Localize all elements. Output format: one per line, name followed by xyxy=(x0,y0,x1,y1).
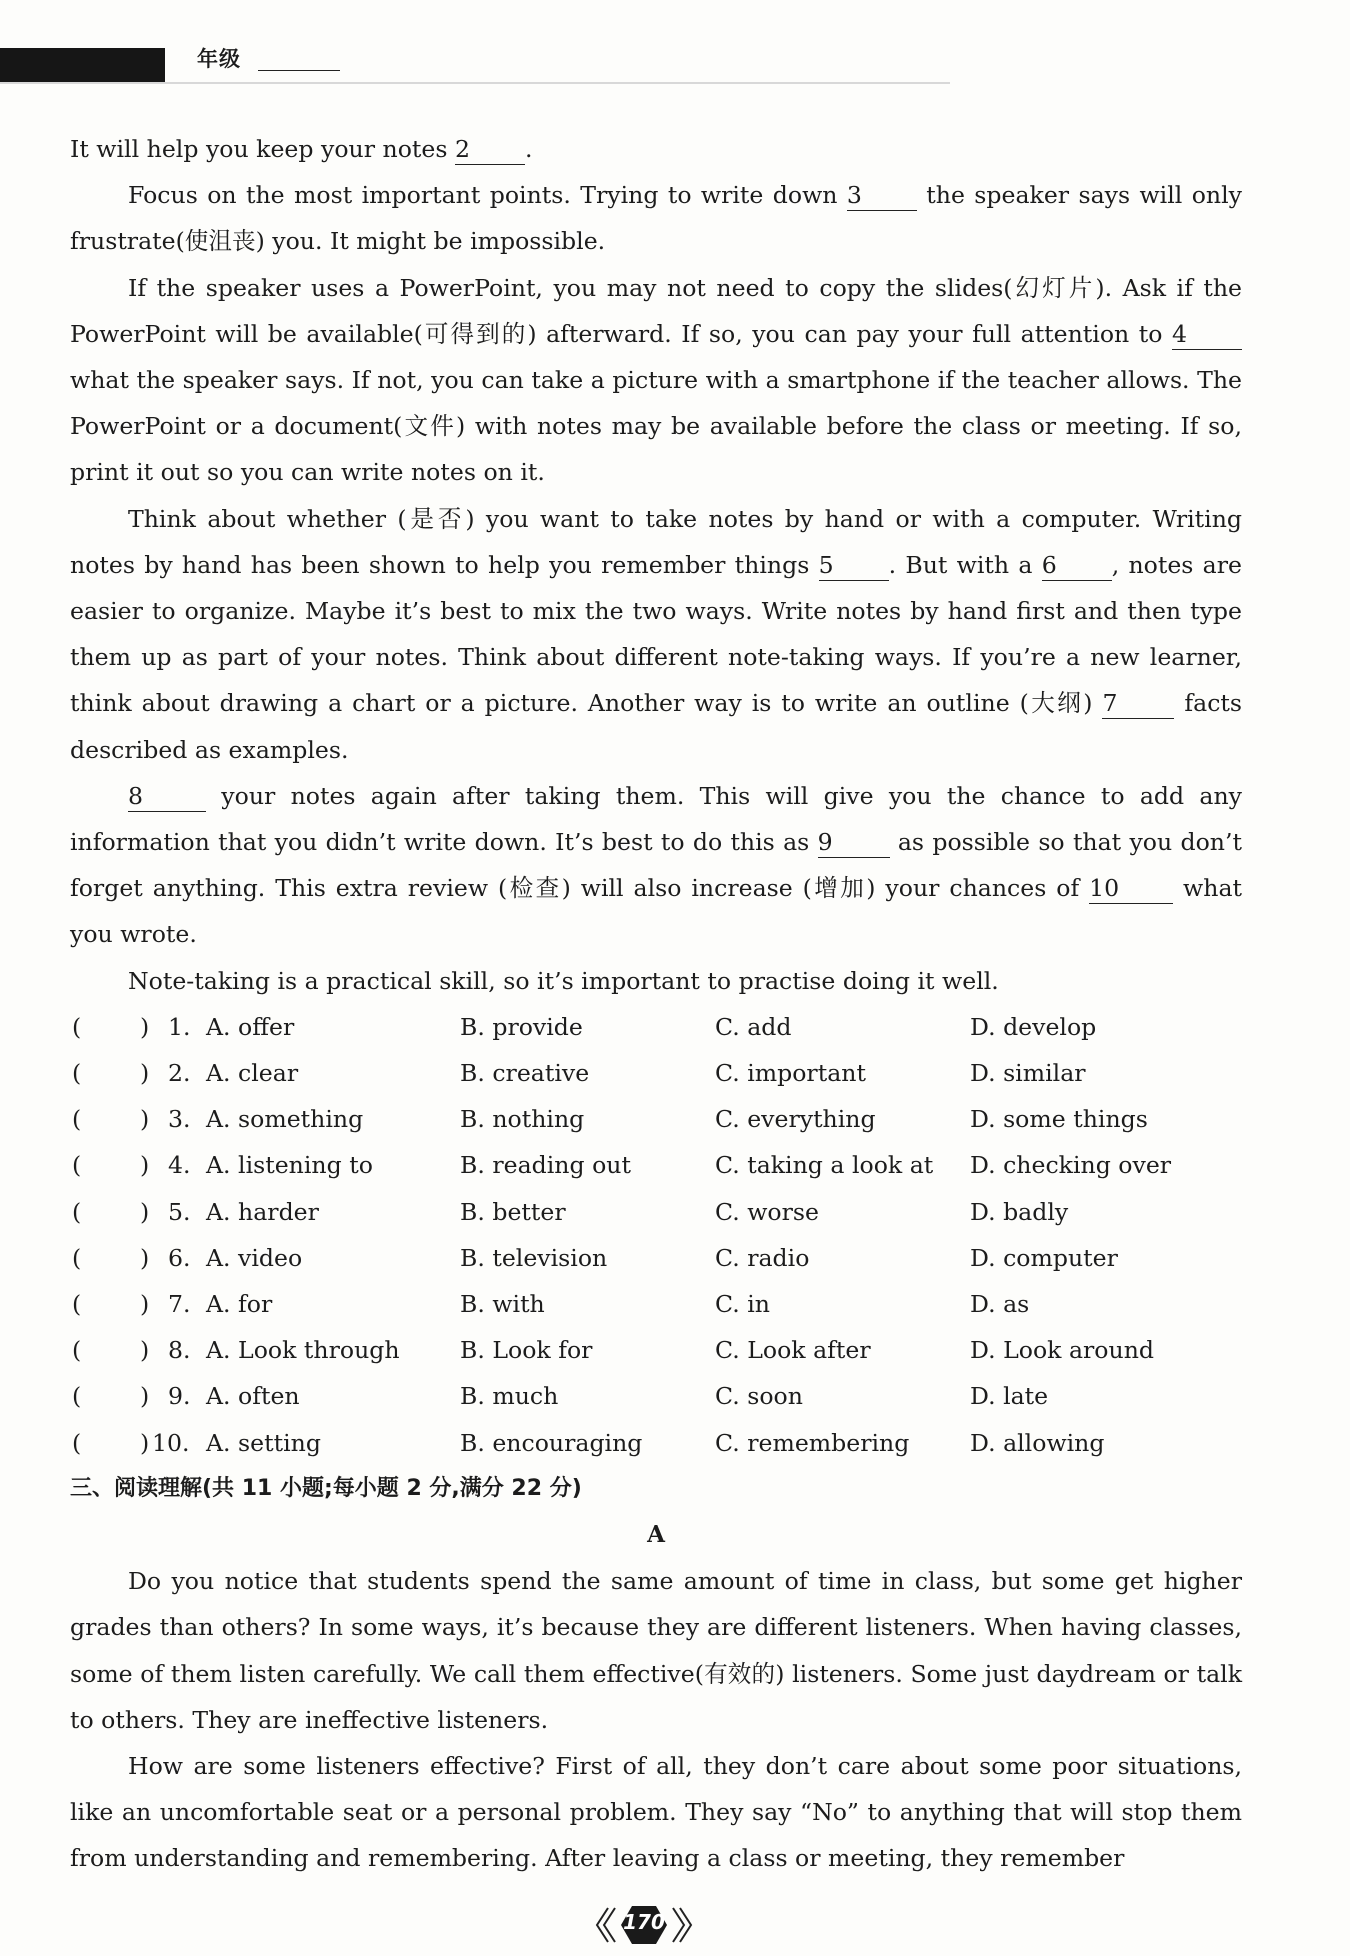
question-number: 6. xyxy=(168,1243,191,1272)
option-d: D. some things xyxy=(970,1105,1148,1134)
option-d: D. checking over xyxy=(970,1151,1172,1180)
answer-bracket-open[interactable]: ( xyxy=(72,1336,82,1365)
blank-5: 5 xyxy=(819,550,889,581)
option-b: B. reading out xyxy=(460,1151,631,1180)
answer-bracket-close: ) xyxy=(140,1012,150,1041)
passage-paragraph-4: Think about whether (是否) you want to take notes by hand or with a computer. Writing notes by hand has been shown to help you remember things 5 . But with a 6 , notes are easier to organize. Maybe it’s best to mix the two ways. Write notes by hand first and then type them up as part of your notes. Think about different note-taking ways. If you’re a new learner, think about drawing a chart or a picture. Another way is to write an outline (大纲) 7 facts described as examples. xyxy=(70,504,1242,764)
answer-bracket-close: ) xyxy=(140,1151,150,1180)
option-a: A. often xyxy=(206,1382,300,1411)
answer-bracket-close: ) xyxy=(140,1105,150,1134)
option-a: A. something xyxy=(206,1105,364,1134)
question-row-4 xyxy=(70,1142,1242,1188)
question-row-2 xyxy=(70,1050,1242,1096)
passage-paragraph-2: Focus on the most important points. Trying to write down 3 the speaker says will only frustrate(使沮丧) you. It might be impossible. xyxy=(70,181,1242,256)
question-row-5 xyxy=(70,1189,1242,1235)
option-d: D. badly xyxy=(970,1197,1069,1226)
option-a: A. clear xyxy=(206,1059,299,1088)
option-d: D. develop xyxy=(970,1012,1097,1041)
option-c: C. worse xyxy=(715,1197,819,1226)
question-number: 2. xyxy=(168,1059,191,1088)
option-d: D. late xyxy=(970,1382,1049,1411)
blank-3: 3 xyxy=(847,180,917,211)
blank-9: 9 xyxy=(818,827,890,858)
question-number: 9. xyxy=(168,1382,191,1411)
option-b: B. creative xyxy=(460,1059,590,1088)
question-row-6 xyxy=(70,1235,1242,1281)
option-a: A. Look through xyxy=(206,1336,400,1365)
reading-paragraph-2: How are some listeners effective? First of all, they don’t care about some poor situations, like an uncomfortable seat or a personal problem. They say “No” to anything that will stop them from understanding and remembering. After leaving a class or meeting, they remember xyxy=(70,1751,1242,1873)
page-number-badge xyxy=(594,1900,694,1950)
option-b: B. provide xyxy=(460,1012,583,1041)
option-a: A. video xyxy=(206,1243,303,1272)
option-d: D. as xyxy=(970,1289,1030,1318)
question-row-7 xyxy=(70,1281,1242,1327)
answer-bracket-open[interactable]: ( xyxy=(72,1197,82,1226)
option-a: A. setting xyxy=(206,1428,321,1457)
passage-subtitle: A xyxy=(647,1520,665,1548)
answer-bracket-close: ) xyxy=(140,1382,150,1411)
answer-bracket-open[interactable]: ( xyxy=(72,1059,82,1088)
blank-10: 10 xyxy=(1089,873,1173,904)
answer-bracket-open[interactable]: ( xyxy=(72,1428,82,1457)
answer-bracket-close: ) xyxy=(140,1059,150,1088)
question-number: 7. xyxy=(168,1289,191,1318)
passage-paragraph-3: If the speaker uses a PowerPoint, you may not need to copy the slides(幻灯片). Ask if the PowerPoint will be available(可得到的) afterward. If so, you can pay your full attention to 4 what the speaker says. If not, you can take a picture with a smartphone if the teacher allows. The PowerPoint or a document(文件) with notes may be available before the class or meeting. If so, print it out so you can write notes on it. xyxy=(70,273,1242,487)
answer-bracket-open[interactable]: ( xyxy=(72,1289,82,1318)
page-content xyxy=(70,126,1242,1882)
option-b: B. encouraging xyxy=(460,1428,643,1457)
answer-bracket-close: ) xyxy=(140,1336,150,1365)
answer-bracket-open[interactable]: ( xyxy=(72,1151,82,1180)
option-c: C. Look after xyxy=(715,1336,871,1365)
option-c: C. everything xyxy=(715,1105,876,1134)
question-number: 8. xyxy=(168,1336,191,1365)
passage-paragraph-6: Note-taking is a practical skill, so it’s important to practise doing it well. xyxy=(128,966,999,995)
page-number: 170 xyxy=(623,1910,665,1934)
option-b: B. much xyxy=(460,1382,559,1411)
section-heading: 三、阅读理解(共 11 小题;每小题 2 分,满分 22 分) xyxy=(70,1475,582,1501)
option-d: D. similar xyxy=(970,1059,1086,1088)
passage-paragraph-1: It will help you keep your notes 2 . xyxy=(70,135,533,163)
grade-label: 年级 xyxy=(197,47,241,71)
option-a: A. listening to xyxy=(206,1151,373,1180)
answer-bracket-open[interactable]: ( xyxy=(72,1382,82,1411)
blank-8: 8 xyxy=(128,781,206,812)
question-number: 10. xyxy=(152,1428,190,1457)
answer-bracket-open[interactable]: ( xyxy=(72,1105,82,1134)
option-c: C. add xyxy=(715,1012,792,1041)
option-b: B. with xyxy=(460,1289,545,1318)
answer-bracket-close: ) xyxy=(140,1428,150,1457)
option-a: A. harder xyxy=(206,1197,319,1226)
answer-bracket-close: ) xyxy=(140,1197,150,1226)
answer-bracket-close: ) xyxy=(140,1243,150,1272)
question-number: 4. xyxy=(168,1151,191,1180)
option-c: C. radio xyxy=(715,1243,810,1272)
header-bar xyxy=(0,48,165,82)
option-c: C. important xyxy=(715,1059,866,1088)
question-number: 3. xyxy=(168,1105,191,1134)
question-row-9 xyxy=(70,1373,1242,1419)
header-rule xyxy=(0,82,950,84)
option-c: C. soon xyxy=(715,1382,803,1411)
blank-6: 6 xyxy=(1042,550,1112,581)
option-b: B. Look for xyxy=(460,1336,593,1365)
blank-7: 7 xyxy=(1102,688,1174,719)
options-list xyxy=(70,1004,1242,1466)
option-b: B. nothing xyxy=(460,1105,585,1134)
grade-blank xyxy=(258,70,340,71)
question-number: 1. xyxy=(168,1012,191,1041)
question-row-8 xyxy=(70,1327,1242,1373)
option-c: C. in xyxy=(715,1289,770,1318)
option-b: B. television xyxy=(460,1243,608,1272)
option-d: D. computer xyxy=(970,1243,1118,1272)
question-row-10 xyxy=(70,1420,1242,1466)
option-d: D. Look around xyxy=(970,1336,1154,1365)
question-number: 5. xyxy=(168,1197,191,1226)
question-row-3 xyxy=(70,1096,1242,1142)
option-a: A. for xyxy=(206,1289,273,1318)
question-row-1 xyxy=(70,1004,1242,1050)
passage-paragraph-5: 8 your notes again after taking them. This will give you the chance to add any information that you didn’t write down. It’s best to do this as 9 as possible so that you don’t forget anything. This extra review (检查) will also increase (增加) your chances of 10 what you wrote. xyxy=(70,781,1242,949)
option-b: B. better xyxy=(460,1197,566,1226)
option-a: A. offer xyxy=(206,1012,295,1041)
option-d: D. allowing xyxy=(970,1428,1105,1457)
option-c: C. remembering xyxy=(715,1428,910,1457)
option-c: C. taking a look at xyxy=(715,1151,934,1180)
blank-4: 4 xyxy=(1172,319,1242,350)
reading-paragraph-1: Do you notice that students spend the same amount of time in class, but some get higher grades than others? In some ways, it’s because they are different listeners. When having classes, some of them listen carefully. We call them effective(有效的) listeners. Some just daydream or talk to others. They are ineffective listeners. xyxy=(70,1567,1242,1734)
answer-bracket-open[interactable]: ( xyxy=(72,1243,82,1272)
answer-bracket-open[interactable]: ( xyxy=(72,1012,82,1041)
answer-bracket-close: ) xyxy=(140,1289,150,1318)
blank-2: 2 xyxy=(455,134,525,165)
